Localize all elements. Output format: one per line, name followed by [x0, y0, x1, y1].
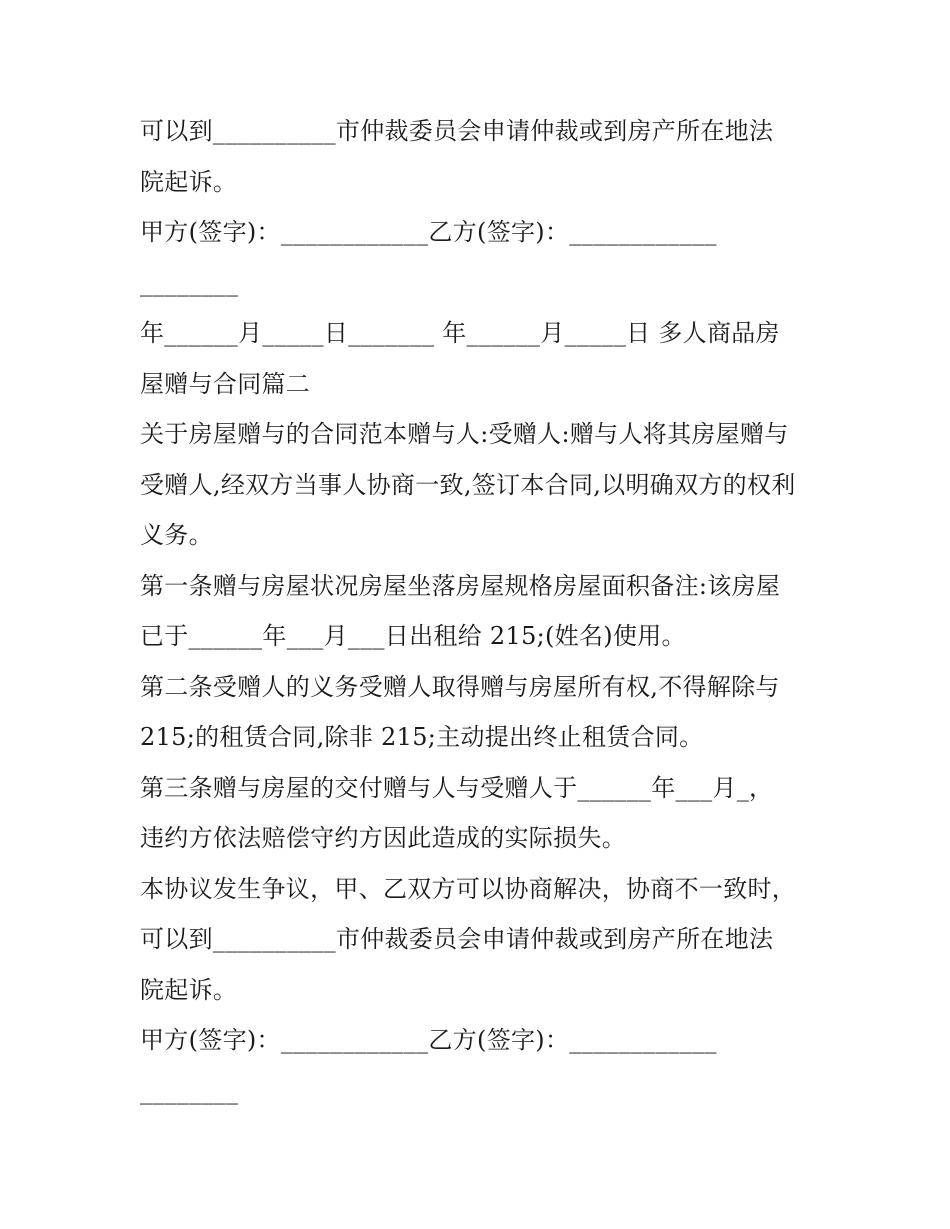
text-line: 可以到__________市仲裁委员会申请仲裁或到房产所在地法	[140, 117, 774, 145]
text-line: 受赠人,经双方当事人协商一致,签订本合同,以明确双方的权利	[140, 470, 796, 499]
text-line: 院起诉。	[140, 167, 238, 196]
text-line: 义务。	[140, 521, 213, 549]
signature-blank: ________	[140, 1076, 239, 1105]
date-line: 年______月_____日_______ 年______月_____日 多人商品房	[140, 319, 780, 347]
dispute-clause: 本协议发生争议，甲、乙双方可以协商解决，协商不一致时，	[140, 874, 797, 903]
signature-line: 甲方(签字)：____________乙方(签字)：____________	[140, 218, 717, 246]
signature-blank: ________	[140, 268, 239, 297]
clause-1: 第一条赠与房屋状况房屋坐落房屋规格房屋面积备注:该房屋	[140, 571, 781, 600]
text-line: 可以到__________市仲裁委员会申请仲裁或到房产所在地法	[140, 925, 774, 953]
text-line: 215;的租赁合同,除非 215;主动提出终止租赁合同。	[140, 723, 704, 751]
text-line: 违约方依法赔偿守约方因此造成的实际损失。	[140, 824, 626, 852]
text-line: 院起诉。	[140, 975, 238, 1004]
section-title: 屋赠与合同篇二	[140, 369, 311, 398]
clause-2: 第二条受赠人的义务受赠人取得赠与房屋所有权,不得解除与	[140, 672, 780, 701]
document-body	[140, 106, 820, 1116]
clause-3: 第三条赠与房屋的交付赠与人与受赠人于______年___月_，	[140, 773, 774, 802]
text-line: 已于______年___月___日出租给 215;(姓名)使用。	[140, 622, 686, 650]
signature-line: 甲方(签字)：____________乙方(签字)：____________	[140, 1026, 717, 1054]
text-line: 关于房屋赠与的合同范本赠与人:受赠人:赠与人将其房屋赠与	[140, 420, 789, 448]
